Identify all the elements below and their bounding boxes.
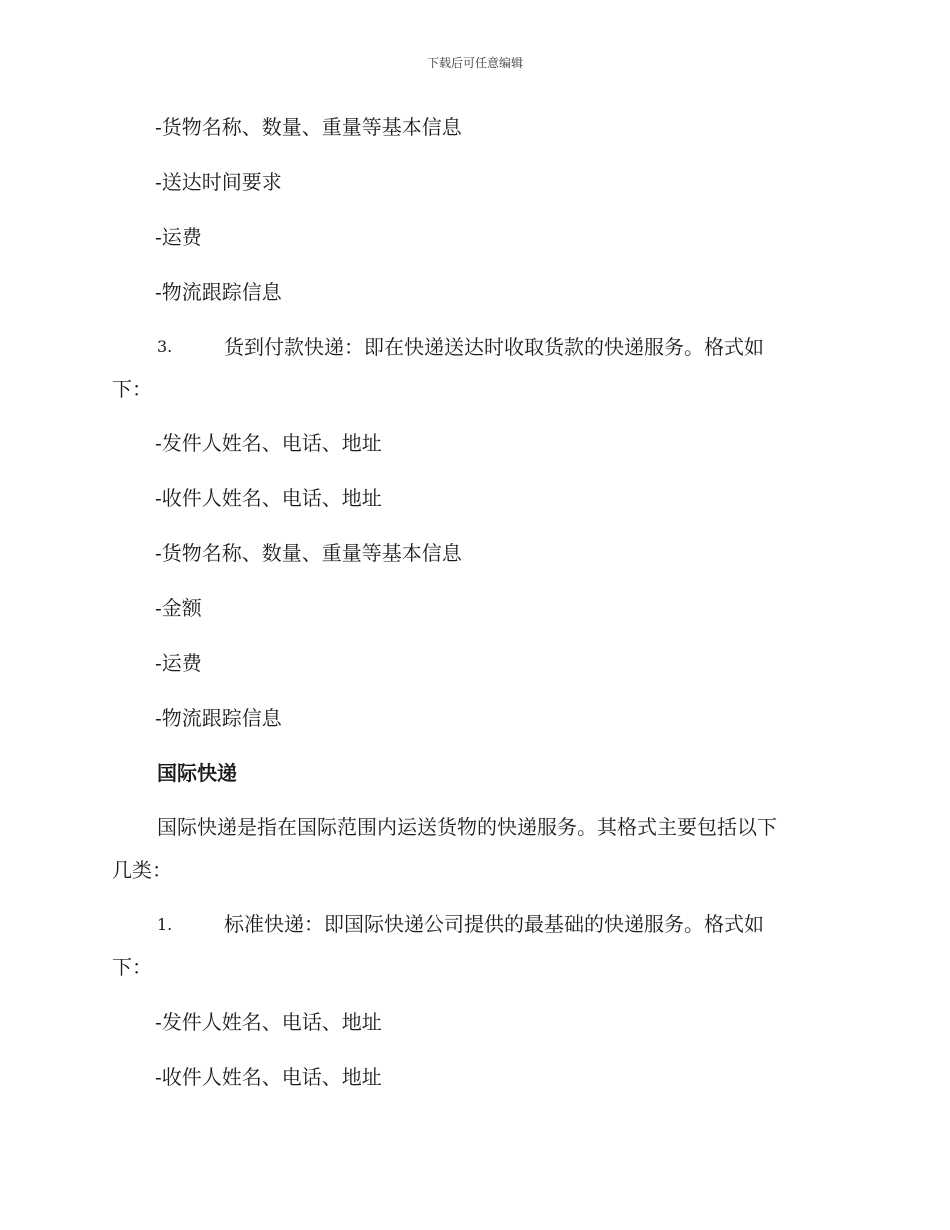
list-number: 3. xyxy=(157,337,173,356)
list-item: -发件人姓名、电话、地址 xyxy=(155,431,382,455)
list-item: -收件人姓名、电话、地址 xyxy=(155,486,382,510)
list-item: -收件人姓名、电话、地址 xyxy=(155,1065,382,1089)
list-number: 1. xyxy=(157,915,173,934)
numbered-item-text: 标准快递：即国际快递公司提供的最基础的快递服务。格式如 xyxy=(224,912,764,936)
list-item: -金额 xyxy=(155,596,202,620)
list-item: -运费 xyxy=(155,651,202,675)
paragraph-continuation: 几类： xyxy=(112,858,172,882)
list-item: -货物名称、数量、重量等基本信息 xyxy=(155,541,462,565)
list-item: -货物名称、数量、重量等基本信息 xyxy=(155,115,462,139)
list-item: -运费 xyxy=(155,225,202,249)
list-item: -物流跟踪信息 xyxy=(155,280,282,304)
section-heading: 国际快递 xyxy=(157,761,237,785)
page-header: 下载后可任意编辑 xyxy=(426,56,523,70)
list-item: -送达时间要求 xyxy=(155,170,282,194)
numbered-item-continuation: 下： xyxy=(112,377,152,401)
numbered-item-text: 货到付款快递：即在快递送达时收取货款的快递服务。格式如 xyxy=(224,335,764,359)
numbered-item-continuation: 下： xyxy=(112,955,152,979)
list-item: -物流跟踪信息 xyxy=(155,706,282,730)
list-item: -发件人姓名、电话、地址 xyxy=(155,1010,382,1034)
paragraph-text: 国际快递是指在国际范围内运送货物的快递服务。其格式主要包括以下 xyxy=(157,815,777,839)
